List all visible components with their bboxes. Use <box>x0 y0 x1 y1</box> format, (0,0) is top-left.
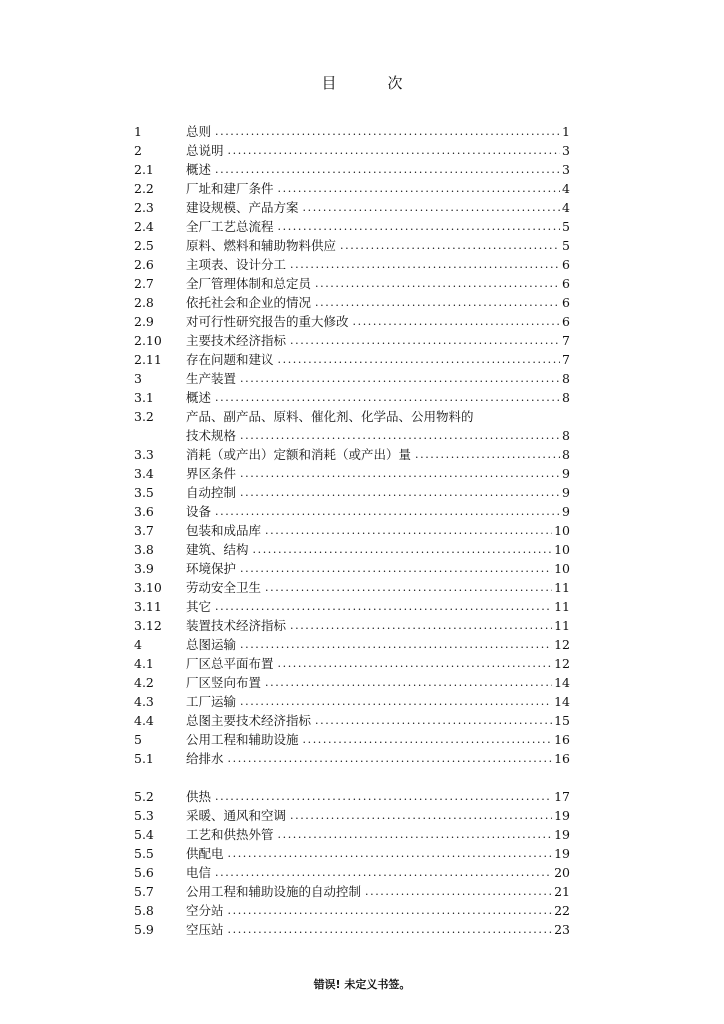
toc-leader-dots <box>290 331 560 350</box>
toc-section-number: 3.12 <box>134 618 162 633</box>
toc-row[interactable] <box>134 198 570 217</box>
toc-leader-dots <box>215 787 552 806</box>
toc-page-number: 1 <box>562 124 570 139</box>
toc-section-number: 2 <box>134 143 142 158</box>
toc-page-number: 6 <box>562 314 570 329</box>
toc-leader-dots <box>290 616 552 635</box>
toc-entry <box>186 540 570 559</box>
toc-leader-dots <box>278 825 553 844</box>
toc-leader-dots <box>228 749 553 768</box>
toc-leader-dots <box>215 160 560 179</box>
toc-row[interactable] <box>134 274 570 293</box>
toc-leader-dots <box>228 141 561 160</box>
toc-section-number: 4.4 <box>134 713 154 728</box>
toc-row[interactable] <box>134 578 570 597</box>
toc-leader-dots <box>240 464 560 483</box>
toc-entry <box>186 901 570 920</box>
toc-entry-title: 概述 <box>186 162 212 177</box>
toc-entry-title: 总图运输 <box>186 637 237 652</box>
toc-page-number: 3 <box>562 162 570 177</box>
toc-entry <box>186 920 570 939</box>
toc-section-number: 5.9 <box>134 922 154 937</box>
toc-row[interactable] <box>134 502 570 521</box>
toc-entry <box>186 597 570 616</box>
toc-entry-title: 消耗（或产出）定额和消耗（或产出）量 <box>186 447 412 462</box>
toc-entry-title: 存在问题和建议 <box>186 352 274 367</box>
toc-entry-title: 装置技术经济指标 <box>186 618 287 633</box>
toc-entry <box>186 198 570 217</box>
toc-section-number: 2.11 <box>134 352 162 367</box>
toc-page-number: 6 <box>562 276 570 291</box>
toc-page-number: 15 <box>554 713 570 728</box>
toc-section-number: 5.7 <box>134 884 154 899</box>
toc-page-number: 6 <box>562 295 570 310</box>
toc-row[interactable] <box>134 749 570 768</box>
toc-entry <box>186 407 570 426</box>
toc-section-number: 2.10 <box>134 333 162 348</box>
toc-section-number: 3.6 <box>134 504 154 519</box>
toc-page-number: 9 <box>562 466 570 481</box>
toc-entry-title: 包装和成品库 <box>186 523 262 538</box>
toc-entry <box>186 673 570 692</box>
toc-page-number: 12 <box>554 637 570 652</box>
toc-row[interactable] <box>134 236 570 255</box>
toc-row[interactable] <box>134 787 570 806</box>
toc-page-number: 11 <box>554 599 570 614</box>
toc-row[interactable] <box>134 863 570 882</box>
toc-row[interactable] <box>134 711 570 730</box>
toc-row[interactable] <box>134 331 570 350</box>
toc-entry-title: 依托社会和企业的情况 <box>186 295 312 310</box>
toc-spacer <box>134 768 570 787</box>
toc-entry-title: 供热 <box>186 789 212 804</box>
toc-page-number: 21 <box>554 884 570 899</box>
toc-leader-dots <box>215 502 560 521</box>
toc-entry-title: 工厂运输 <box>186 694 237 709</box>
toc-entry-title: 生产装置 <box>186 371 237 386</box>
toc-title: 目 次 <box>321 74 421 92</box>
toc-entry-title: 原料、燃料和辅助物料供应 <box>186 238 337 253</box>
toc-leader-dots <box>303 730 553 749</box>
toc-row[interactable] <box>134 388 570 407</box>
toc-entry-title: 空分站 <box>186 903 224 918</box>
toc-page-number: 20 <box>554 865 570 880</box>
toc-entry <box>186 122 570 141</box>
toc-section-number: 3.11 <box>134 599 162 614</box>
toc-entry <box>186 578 570 597</box>
toc-leader-dots <box>240 483 560 502</box>
toc-section-number: 4.3 <box>134 694 154 709</box>
toc-entry <box>186 616 570 635</box>
toc-page-number: 19 <box>554 827 570 842</box>
toc-row[interactable] <box>134 806 570 825</box>
toc-entry-title: 产品、副产品、原料、催化剂、化学品、公用物料的 <box>186 409 474 424</box>
toc-page-number: 19 <box>554 808 570 823</box>
toc-entry-title: 概述 <box>186 390 212 405</box>
toc-entry-title: 建设规模、产品方案 <box>186 200 299 215</box>
toc-leader-dots <box>278 350 561 369</box>
toc-section-number: 3.8 <box>134 542 154 557</box>
toc-row[interactable] <box>134 350 570 369</box>
toc-page-number: 4 <box>562 181 570 196</box>
toc-row[interactable] <box>134 521 570 540</box>
toc-section-number: 3.2 <box>134 409 154 424</box>
toc-row[interactable] <box>134 920 570 939</box>
toc-page-number: 5 <box>562 219 570 234</box>
toc-entry-title: 对可行性研究报告的重大修改 <box>186 314 349 329</box>
toc-section-number: 3.10 <box>134 580 162 595</box>
toc-entry <box>186 141 570 160</box>
toc-entry <box>186 255 570 274</box>
toc-page-number: 7 <box>562 333 570 348</box>
toc-page-number: 10 <box>554 542 570 557</box>
toc-entry <box>186 559 570 578</box>
toc-row[interactable] <box>134 445 570 464</box>
toc-entry <box>186 483 570 502</box>
toc-entry <box>186 749 570 768</box>
toc-entry <box>186 160 570 179</box>
table-of-contents <box>134 122 570 939</box>
toc-entry <box>186 692 570 711</box>
toc-entry <box>186 654 570 673</box>
toc-page-number: 8 <box>562 447 570 462</box>
toc-section-number: 2.6 <box>134 257 154 272</box>
toc-leader-dots <box>415 445 560 464</box>
toc-leader-dots <box>228 901 553 920</box>
toc-entry-title: 给排水 <box>186 751 224 766</box>
toc-entry <box>186 464 570 483</box>
toc-page-number: 8 <box>562 371 570 386</box>
toc-entry-title: 主要技术经济指标 <box>186 333 287 348</box>
toc-row[interactable] <box>134 160 570 179</box>
toc-entry <box>186 521 570 540</box>
toc-entry-title: 厂区竖向布置 <box>186 675 262 690</box>
toc-section-number: 1 <box>134 124 142 139</box>
toc-leader-dots <box>315 711 552 730</box>
toc-leader-dots <box>353 312 561 331</box>
toc-leader-dots <box>240 369 560 388</box>
toc-entry <box>186 882 570 901</box>
toc-leader-dots <box>278 217 561 236</box>
toc-entry <box>186 730 570 749</box>
toc-entry <box>186 806 570 825</box>
toc-page-number: 11 <box>554 580 570 595</box>
toc-leader-dots <box>290 806 552 825</box>
toc-page-number: 10 <box>554 523 570 538</box>
toc-entry-title: 总图主要技术经济指标 <box>186 713 312 728</box>
toc-page-number: 3 <box>562 143 570 158</box>
toc-page-number: 14 <box>554 675 570 690</box>
toc-section-number: 5.5 <box>134 846 154 861</box>
toc-entry <box>186 445 570 464</box>
toc-entry-title: 主项表、设计分工 <box>186 257 287 272</box>
toc-leader-dots <box>265 521 552 540</box>
toc-leader-dots <box>365 882 552 901</box>
toc-section-number: 2.9 <box>134 314 154 329</box>
toc-row[interactable] <box>134 540 570 559</box>
toc-entry-title: 全厂工艺总流程 <box>186 219 274 234</box>
toc-page-number: 17 <box>554 789 570 804</box>
toc-section-number: 5.6 <box>134 865 154 880</box>
toc-leader-dots <box>340 236 560 255</box>
toc-row[interactable] <box>134 217 570 236</box>
toc-row[interactable] <box>134 692 570 711</box>
toc-section-number: 5.2 <box>134 789 154 804</box>
toc-page-number: 19 <box>554 846 570 861</box>
toc-entry <box>186 426 570 445</box>
toc-section-number: 2.3 <box>134 200 154 215</box>
toc-entry <box>186 369 570 388</box>
toc-row[interactable] <box>134 825 570 844</box>
toc-page-number: 6 <box>562 257 570 272</box>
toc-entry-title: 环境保护 <box>186 561 237 576</box>
toc-page-number: 5 <box>562 238 570 253</box>
toc-row[interactable] <box>134 141 570 160</box>
toc-row[interactable] <box>134 369 570 388</box>
toc-section-number: 3.1 <box>134 390 154 405</box>
toc-entry-title: 劳动安全卫生 <box>186 580 262 595</box>
toc-page-number: 16 <box>554 751 570 766</box>
toc-section-number: 2.7 <box>134 276 154 291</box>
toc-entry <box>186 331 570 350</box>
toc-section-number: 3 <box>134 371 142 386</box>
toc-leader-dots <box>290 255 560 274</box>
toc-row[interactable] <box>134 312 570 331</box>
toc-entry-title: 总说明 <box>186 143 224 158</box>
toc-section-number: 5.1 <box>134 751 154 766</box>
toc-page-number: 7 <box>562 352 570 367</box>
toc-entry-title: 电信 <box>186 865 212 880</box>
toc-entry <box>186 787 570 806</box>
toc-entry-title: 工艺和供热外管 <box>186 827 274 842</box>
toc-entry <box>186 350 570 369</box>
toc-section-number: 2.1 <box>134 162 154 177</box>
toc-entry-title: 全厂管理体制和总定员 <box>186 276 312 291</box>
toc-entry <box>186 635 570 654</box>
toc-entry-title: 公用工程和辅助设施 <box>186 732 299 747</box>
toc-page-number: 9 <box>562 504 570 519</box>
footer-error-text: 错误! 未定义书签。 <box>313 978 411 991</box>
toc-row[interactable] <box>134 179 570 198</box>
toc-leader-dots <box>303 198 561 217</box>
toc-entry <box>186 274 570 293</box>
toc-section-number: 3.7 <box>134 523 154 538</box>
toc-section-number: 3.9 <box>134 561 154 576</box>
toc-leader-dots <box>265 578 552 597</box>
toc-row[interactable] <box>134 597 570 616</box>
toc-leader-dots <box>215 388 560 407</box>
toc-leader-dots <box>240 426 560 445</box>
toc-row[interactable] <box>134 559 570 578</box>
toc-section-number: 5.3 <box>134 808 154 823</box>
toc-leader-dots <box>228 844 553 863</box>
toc-row[interactable] <box>134 407 570 426</box>
toc-entry <box>186 502 570 521</box>
toc-page-number: 14 <box>554 694 570 709</box>
toc-section-number: 3.4 <box>134 466 154 481</box>
toc-entry <box>186 844 570 863</box>
toc-page-number: 16 <box>554 732 570 747</box>
toc-entry <box>186 388 570 407</box>
toc-entry <box>186 236 570 255</box>
toc-entry <box>186 312 570 331</box>
toc-section-number: 4.2 <box>134 675 154 690</box>
toc-row[interactable] <box>134 122 570 141</box>
toc-leader-dots <box>228 920 553 939</box>
toc-row[interactable] <box>134 464 570 483</box>
toc-leader-dots <box>265 673 552 692</box>
toc-section-number: 5 <box>134 732 142 747</box>
toc-entry-title: 建筑、结构 <box>186 542 249 557</box>
toc-leader-dots <box>240 692 552 711</box>
toc-entry-title: 界区条件 <box>186 466 237 481</box>
toc-row[interactable] <box>134 635 570 654</box>
toc-entry <box>186 825 570 844</box>
toc-entry-title: 自动控制 <box>186 485 237 500</box>
toc-row[interactable] <box>134 654 570 673</box>
toc-entry <box>186 179 570 198</box>
toc-page-number: 22 <box>554 903 570 918</box>
toc-page-number: 8 <box>562 428 570 443</box>
toc-entry-title: 技术规格 <box>186 428 237 443</box>
toc-leader-dots <box>278 654 553 673</box>
toc-row[interactable] <box>134 882 570 901</box>
toc-entry <box>186 711 570 730</box>
toc-page-number: 9 <box>562 485 570 500</box>
toc-row[interactable] <box>134 293 570 312</box>
toc-entry <box>186 217 570 236</box>
toc-leader-dots <box>315 274 560 293</box>
toc-leader-dots <box>315 293 560 312</box>
toc-entry <box>186 293 570 312</box>
toc-page-number: 11 <box>554 618 570 633</box>
toc-page-number: 12 <box>554 656 570 671</box>
toc-entry-title: 设备 <box>186 504 212 519</box>
toc-row[interactable] <box>134 483 570 502</box>
toc-entry-title: 厂址和建厂条件 <box>186 181 274 196</box>
toc-page-number: 8 <box>562 390 570 405</box>
toc-leader-dots <box>253 540 553 559</box>
toc-leader-dots <box>215 122 560 141</box>
toc-section-number: 4.1 <box>134 656 154 671</box>
toc-section-number: 3.5 <box>134 485 154 500</box>
toc-entry-title: 其它 <box>186 599 212 614</box>
toc-entry-title: 公用工程和辅助设施的自动控制 <box>186 884 362 899</box>
toc-row[interactable] <box>134 616 570 635</box>
toc-entry-title: 采暖、通风和空调 <box>186 808 287 823</box>
toc-section-number: 4 <box>134 637 142 652</box>
toc-page-number: 4 <box>562 200 570 215</box>
toc-section-number: 5.8 <box>134 903 154 918</box>
toc-entry-title: 总则 <box>186 124 212 139</box>
toc-section-number: 2.4 <box>134 219 154 234</box>
toc-row[interactable] <box>134 901 570 920</box>
toc-leader-dots <box>240 559 552 578</box>
toc-leader-dots <box>278 179 561 198</box>
toc-page-number: 10 <box>554 561 570 576</box>
toc-leader-dots <box>215 863 552 882</box>
toc-section-number: 2.5 <box>134 238 154 253</box>
toc-entry-title: 供配电 <box>186 846 224 861</box>
toc-leader-dots <box>240 635 552 654</box>
toc-page-number: 23 <box>554 922 570 937</box>
toc-section-number: 3.3 <box>134 447 154 462</box>
toc-entry-title: 厂区总平面布置 <box>186 656 274 671</box>
toc-leader-dots <box>215 597 552 616</box>
toc-section-number: 5.4 <box>134 827 154 842</box>
toc-row[interactable] <box>134 730 570 749</box>
toc-section-number: 2.8 <box>134 295 154 310</box>
toc-section-number: 2.2 <box>134 181 154 196</box>
toc-row[interactable] <box>134 255 570 274</box>
toc-row[interactable] <box>134 673 570 692</box>
toc-entry-title: 空压站 <box>186 922 224 937</box>
toc-entry <box>186 863 570 882</box>
toc-row[interactable] <box>134 844 570 863</box>
toc-row[interactable] <box>134 426 570 445</box>
